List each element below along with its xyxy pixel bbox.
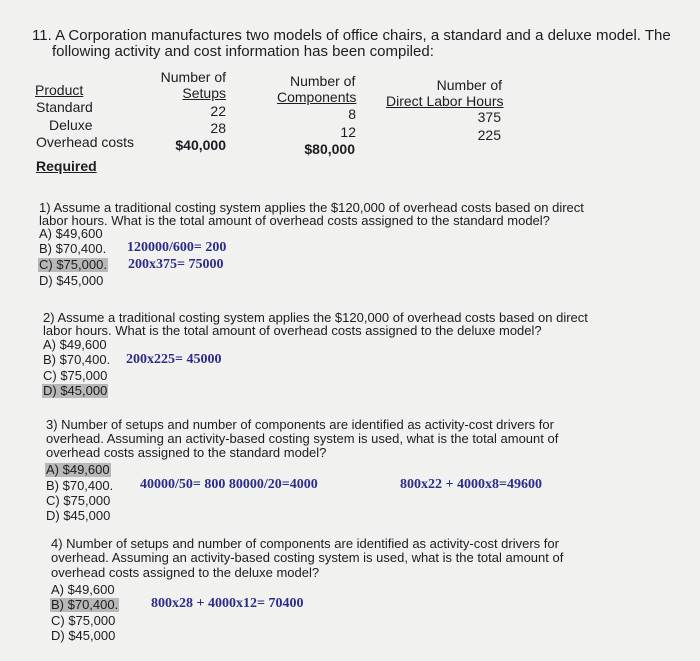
setups-header-1: Number of: [160, 69, 226, 85]
question-2-option-a: A) $49,600: [43, 337, 107, 352]
question-4-line-2: overhead. Assuming an activity-based costing system is used, what is the total amount of: [51, 550, 564, 565]
problem-line-1: 11. A Corporation manufactures two models of office chairs, a standard and a deluxe model. The: [32, 27, 671, 44]
question-3-option-d: D) $45,000: [46, 508, 111, 523]
deluxe-components: 12: [340, 124, 356, 140]
overhead-components: $80,000: [304, 141, 355, 157]
question-4-option-b-selected: B) $70,400.: [51, 597, 119, 612]
question-1-option-c-selected: C) $75,000.: [39, 257, 107, 272]
question-1-option-d: D) $45,000: [39, 273, 104, 288]
question-2-option-b: B) $70,400.: [43, 352, 111, 367]
question-1-option-a: A) $49,600: [39, 226, 103, 241]
setups-header-2: Setups: [182, 85, 226, 101]
question-3-note-1: 40000/50= 800 80000/20=4000: [140, 477, 318, 492]
row-label-standard: Standard: [36, 99, 93, 115]
question-3-option-b: B) $70,400.: [46, 478, 114, 493]
question-3-option-c: C) $75,000: [46, 493, 111, 508]
question-3-line-1: 3) Number of setups and number of components are identified as activity-cost drivers for: [46, 417, 554, 432]
question-1-option-b: B) $70,400.: [39, 241, 107, 256]
question-2-line-2: labor hours. What is the total amount of overhead costs assigned to the deluxe model?: [43, 323, 542, 338]
question-1-note-2: 200x375= 75000: [128, 257, 224, 272]
standard-setups: 22: [210, 103, 226, 119]
deluxe-setups: 28: [210, 120, 226, 136]
question-2-note-1: 200x225= 45000: [126, 352, 222, 367]
labor-header-2: Direct Labor Hours: [386, 93, 504, 109]
question-3-note-2: 800x22 + 4000x8=49600: [400, 477, 542, 492]
question-2-option-d-selected: D) $45,000: [43, 383, 108, 398]
question-4-line-3: overhead costs assigned to the deluxe model?: [51, 565, 320, 580]
deluxe-labor: 225: [477, 127, 501, 143]
question-3-option-a-selected: A) $49,600: [46, 462, 110, 477]
question-2-option-c: C) $75,000: [43, 368, 108, 383]
required-heading: Required: [36, 158, 97, 174]
overhead-setups: $40,000: [175, 137, 226, 153]
question-3-line-2: overhead. Assuming an activity-based costing system is used, what is the total amount of: [46, 431, 559, 446]
question-4-line-1: 4) Number of setups and number of components are identified as activity-cost drivers for: [51, 536, 559, 551]
question-1-line-1: 1) Assume a traditional costing system applies the $120,000 of overhead costs based on direct: [39, 200, 584, 215]
row-label-overhead: Overhead costs: [36, 134, 135, 150]
standard-components: 8: [348, 106, 356, 122]
row-label-deluxe: Deluxe: [49, 117, 93, 133]
question-4-note-1: 800x28 + 4000x12= 70400: [151, 596, 304, 611]
question-1-line-2: labor hours. What is the total amount of overhead costs assigned to the standard model?: [39, 213, 550, 228]
question-4-option-d: D) $45,000: [51, 628, 116, 643]
question-2-line-1: 2) Assume a traditional costing system applies the $120,000 of overhead costs based on direct: [43, 310, 588, 325]
components-header-1: Number of: [290, 73, 356, 89]
problem-line-2: following activity and cost information has been compiled:: [52, 43, 434, 60]
question-4-option-c: C) $75,000: [51, 613, 116, 628]
components-header-2: Components: [277, 89, 357, 105]
question-3-line-3: overhead costs assigned to the standard model?: [46, 445, 327, 460]
question-1-note-1: 120000/600= 200: [127, 240, 227, 255]
standard-labor: 375: [477, 109, 501, 125]
product-header: Product: [35, 82, 84, 98]
labor-header-1: Number of: [436, 77, 502, 93]
question-4-option-a: A) $49,600: [51, 582, 115, 597]
